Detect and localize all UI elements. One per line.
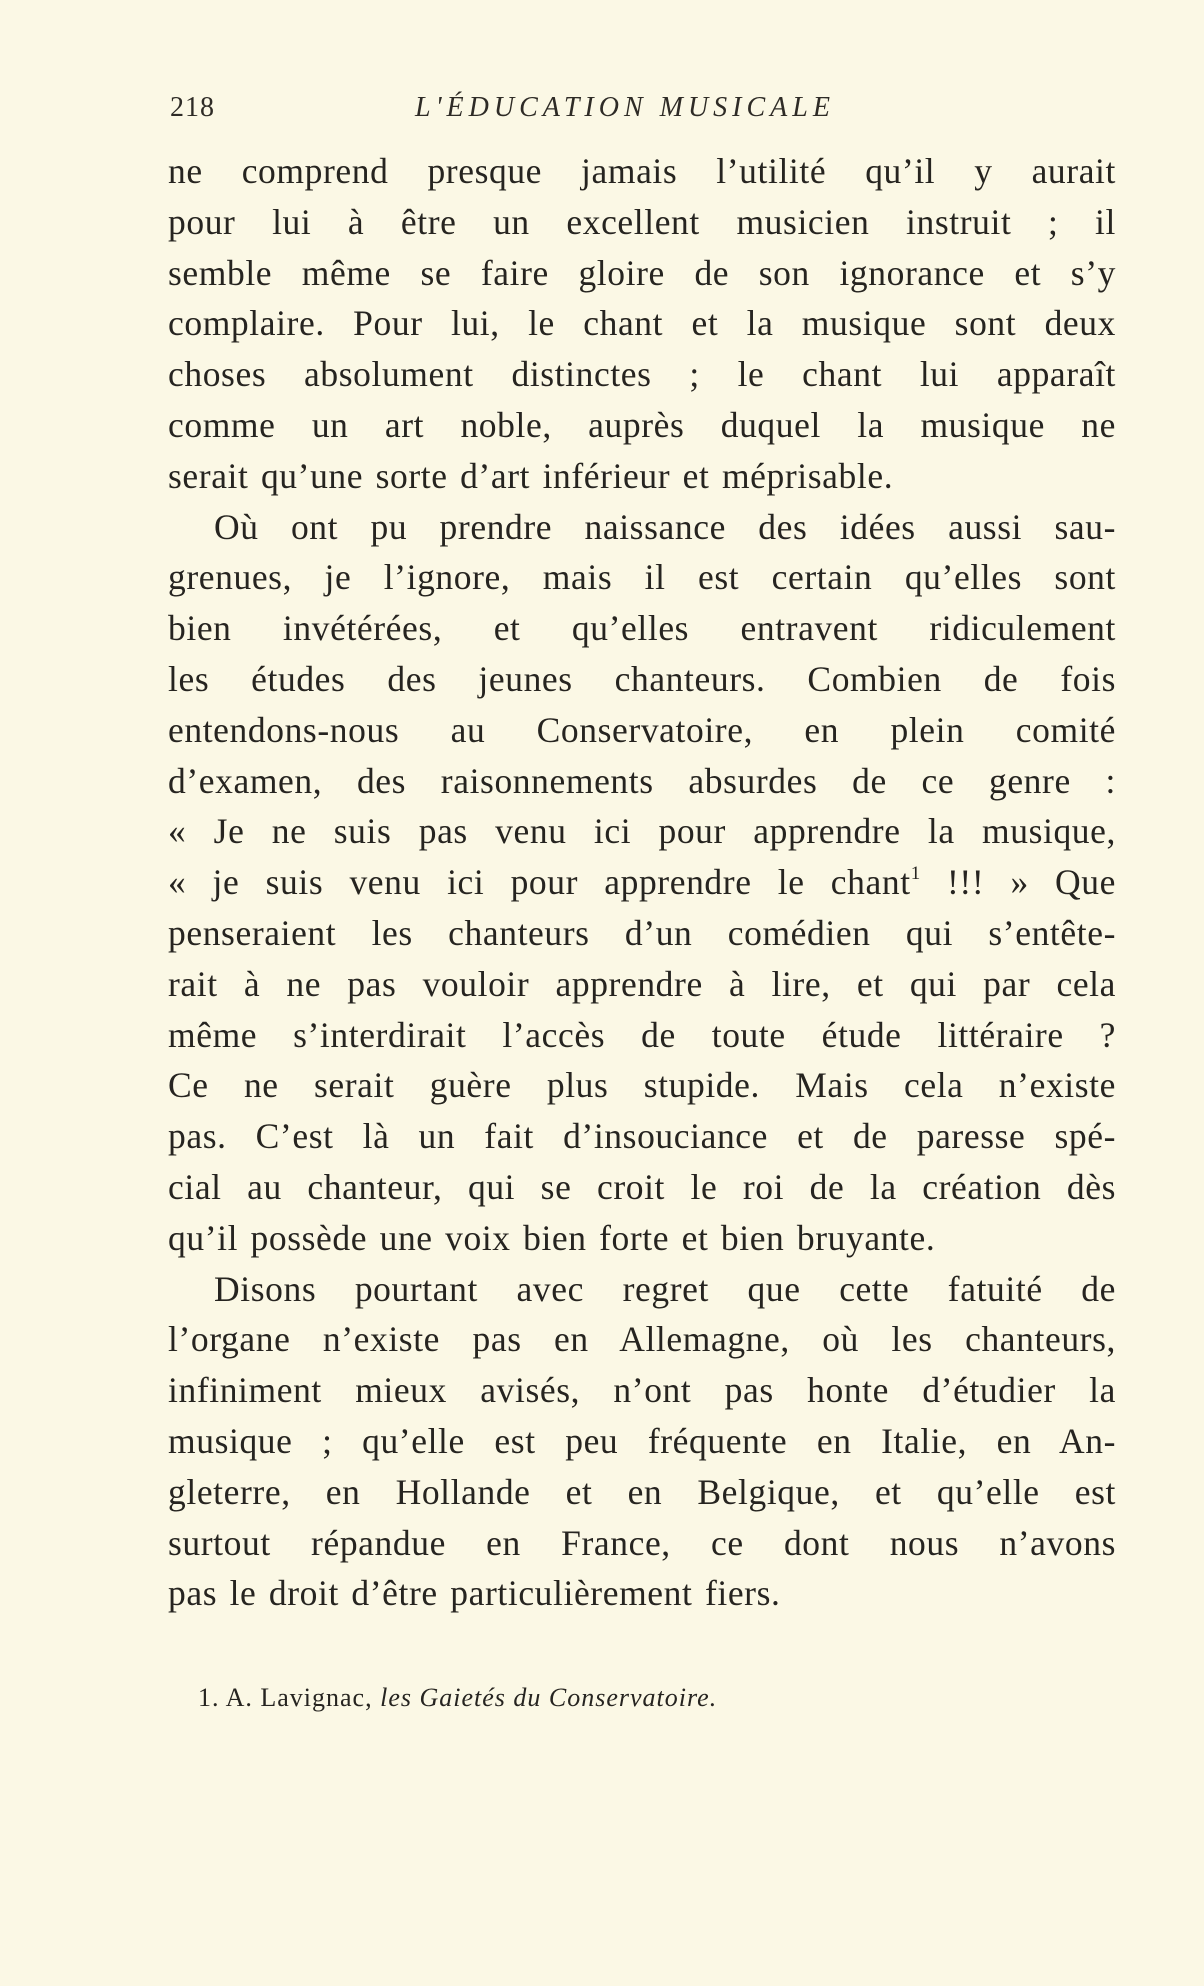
text-line: les études des jeunes chanteurs. Combien de fois (168, 658, 1116, 699)
text-line: cial au chanteur, qui se croit le roi de la création dès (168, 1166, 1116, 1207)
text-line: semble même se faire gloire de son ignorance et s’y (168, 252, 1116, 293)
text-line: entendons-nous au Conservatoire, en plein comité (168, 709, 1116, 750)
text-line: qu’il possède une voix bien forte et bien bruyante. (168, 1217, 936, 1258)
text-line: comme un art noble, auprès duquel la musique ne (168, 404, 1116, 445)
text-line: rait à ne pas vouloir apprendre à lire, et qui par cela (168, 963, 1116, 1004)
text-line: même s’interdirait l’accès de toute étude littéraire ? (168, 1014, 1116, 1055)
text-line: complaire. Pour lui, le chant et la musique sont deux (168, 303, 1116, 344)
text-line: grenues, je l’ignore, mais il est certain qu’elles sont (168, 557, 1116, 598)
text-line: infiniment mieux avisés, n’ont pas honte d’étudier la (168, 1370, 1116, 1411)
running-head (170, 92, 1116, 132)
running-title: L'ÉDUCATION MUSICALE (415, 92, 835, 123)
footnote-work-title: les Gaietés du Conservatoire. (380, 1683, 718, 1712)
text-line: pour lui à être un excellent musicien instruit ; il (168, 201, 1116, 242)
text-line: penseraient les chanteurs d’un comédien qui s’entête- (168, 912, 1116, 953)
footnote-reference: 1 (910, 863, 921, 885)
footnote (198, 1683, 1098, 1713)
text-line: musique ; qu’elle est peu fréquente en Italie, en An- (168, 1420, 1116, 1461)
footnote-number: 1. (198, 1683, 220, 1712)
text-line: surtout répandue en France, ce dont nous n’avons (168, 1522, 1116, 1563)
text-line: gleterre, en Hollande et en Belgique, et qu’elle est (168, 1471, 1116, 1512)
footnote-author: A. Lavignac, (225, 1683, 373, 1712)
text-segment: « je suis venu ici pour apprendre le chant (168, 862, 911, 903)
text-segment: !!! » Que (920, 862, 1116, 903)
text-line: « Je ne suis pas venu ici pour apprendre la musique, (168, 811, 1116, 852)
text-line: Disons pourtant avec regret que cette fatuité de (214, 1268, 1116, 1309)
page-number: 218 (170, 92, 215, 123)
text-line: ne comprend presque jamais l’utilité qu’il y aurait (168, 151, 1116, 191)
text-line: Ce ne serait guère plus stupide. Mais cela n’existe (168, 1065, 1116, 1106)
text-line: pas. C’est là un fait d’insouciance et de paresse spé- (168, 1116, 1116, 1157)
text-line: bien invétérées, et qu’elles entravent ridiculement (168, 608, 1116, 649)
text-line: serait qu’une sorte d’art inférieur et méprisable. (168, 455, 894, 496)
text-line: l’organe n’existe pas en Allemagne, où les chanteurs, (168, 1319, 1116, 1360)
text-line-with-footnote (168, 857, 1116, 908)
text-line: pas le droit d’être particulièrement fiers. (168, 1573, 781, 1614)
body-text (168, 146, 1116, 1619)
text-line: Où ont pu prendre naissance des idées aussi sau- (214, 506, 1116, 547)
text-line: choses absolument distinctes ; le chant lui apparaît (168, 354, 1116, 395)
text-line: d’examen, des raisonnements absurdes de ce genre : (168, 760, 1116, 801)
